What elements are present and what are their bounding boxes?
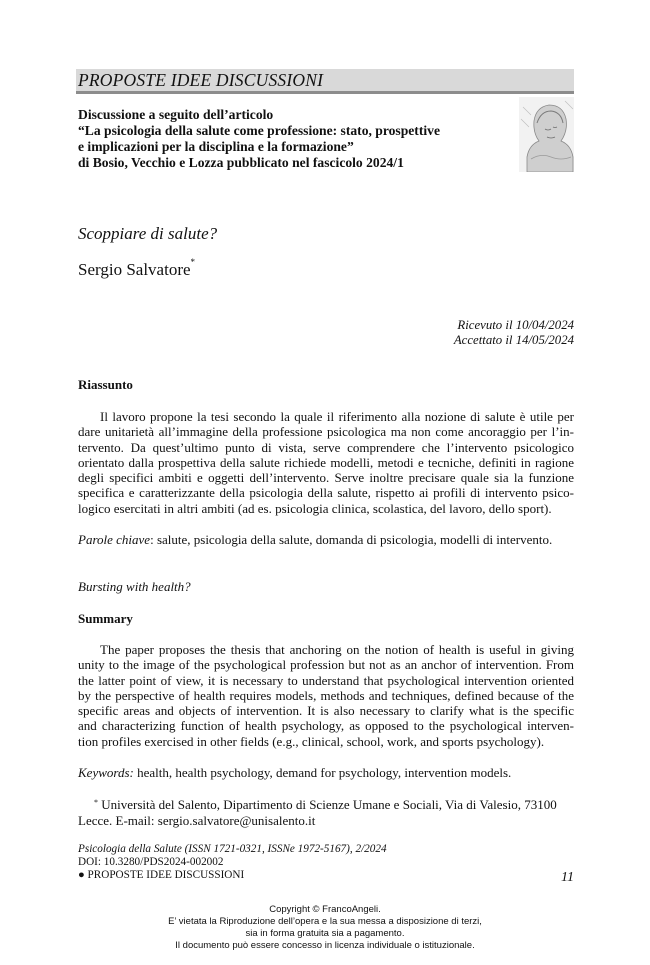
journal-section: ● PROPOSTE IDEE DISCUSSIONI [78, 869, 245, 881]
copyright-line: E’ vietata la Riproduzione dell’opera e la sua messa a disposizione di terzi, [168, 916, 482, 927]
paragraph-line: the latter point of view, it is necessary to understand that psychological intervention oriented [78, 672, 574, 688]
discussion-line: Discussione a seguito dell’articolo [78, 107, 274, 122]
riassunto-heading: Riassunto [78, 377, 133, 392]
dates-block [454, 318, 574, 348]
article-title: Scoppiare di salute? [78, 224, 218, 243]
keywords-text: : salute, psicologia della salute, domanda di psicologia, modelli di intervento. [150, 532, 553, 547]
copyright-notice [0, 904, 650, 952]
received-date: Ricevuto il 10/04/2024 [457, 318, 574, 332]
discussion-heading [78, 107, 518, 171]
author-line [78, 257, 196, 280]
parole-chiave [78, 532, 552, 548]
copyright-line: Il documento può essere concesso in licenza individuale o istituzionale. [175, 940, 475, 951]
accepted-date: Accettato il 14/05/2024 [453, 333, 574, 347]
footnote-line: Lecce. E-mail: sergio.salvatore@unisalento.it [78, 813, 316, 828]
summary-heading: Summary [78, 611, 133, 626]
english-title: Bursting with health? [78, 579, 191, 594]
paragraph-line: degli specifici ambiti e oggetti dell’intervento. Serve inoltre precisare quale sia la funzione [78, 470, 574, 486]
riassunto-paragraph [78, 409, 574, 516]
author-footnote [78, 797, 574, 829]
section-title: PROPOSTE IDEE DISCUSSIONI [78, 70, 324, 90]
paragraph-line: specific areas and objects of intervention. It is also necessary to clarify what is the specific [78, 703, 574, 719]
keywords-english [78, 765, 511, 781]
author-name: Sergio Salvatore [78, 260, 191, 279]
portrait-engraving-icon [519, 97, 574, 172]
copyright-line: Copyright © FrancoAngeli. [269, 904, 381, 915]
paragraph-line: tervento. Da quest’ultimo punto di vista, serve comprendere che l’intervento psicologico [78, 439, 574, 455]
paragraph-line: tion profiles exercised in other fields (e.g., clinical, school, work, and sports psychology). [78, 733, 545, 749]
summary-paragraph [78, 642, 574, 749]
section-header-bar [76, 69, 574, 94]
journal-doi: DOI: 10.3280/PDS2024-002002 [78, 856, 224, 868]
page-number: 11 [561, 870, 574, 885]
affiliation-text: Università del Salento, Dipartimento di Scienze Umane e Sociali, Via di Valesio, 73100 [98, 797, 557, 812]
paragraph-line: logico esercitati in altri ambiti (ad es. psicologia clinica, scolastica, del lavoro, dello sport). [78, 500, 552, 516]
copyright-line: sia in forma gratuita sia a pagamento. [245, 928, 405, 939]
paragraph-line: and characterizing function of health psychology, as opposed to the psychological interven- [78, 718, 574, 734]
paragraph-line: by the perspective of health requires models, methods and techniques, defined because of the [78, 687, 574, 703]
journal-citation: Psicologia della Salute (ISSN 1721-0321, ISSNe 1972-5167), 2/2024 [78, 843, 387, 855]
keywords-text: health, health psychology, demand for psychology, intervention models. [133, 765, 512, 780]
paragraph-line: unity to the image of the psychological profession but not as an anchor of intervention. From [78, 657, 574, 673]
paragraph-line: orientato dalla prospettiva della salute richiede modelli, metodi e tecniche, definiti in ragione [78, 454, 574, 470]
footnote-line [78, 797, 574, 813]
keywords-label: Keywords: [78, 765, 134, 780]
keywords-label: Parole chiave [78, 532, 151, 547]
paragraph-line: specifica e caratterizzante della psicologia della salute, rispetto ai profili di intervento psico- [78, 485, 574, 501]
discussion-line: e implicazioni per la disciplina e la formazione” [78, 139, 354, 154]
paragraph-line: dare unitarietà all’immagine della professione psicologica ma non come ancoraggio per l’in- [78, 424, 574, 440]
discussion-line: “La psicologia della salute come professione: stato, prospettive [78, 123, 440, 138]
footnote-mark: * [94, 798, 98, 807]
paragraph-line: The paper proposes the thesis that anchoring on the notion of health is useful in giving [100, 642, 574, 657]
discussion-line: di Bosio, Vecchio e Lozza pubblicato nel fascicolo 2024/1 [78, 155, 404, 170]
journal-info [78, 843, 387, 882]
author-footnote-mark: * [190, 257, 196, 267]
paragraph-line: Il lavoro propone la tesi secondo la quale il riferimento alla nozione di salute è utile per [100, 409, 574, 424]
